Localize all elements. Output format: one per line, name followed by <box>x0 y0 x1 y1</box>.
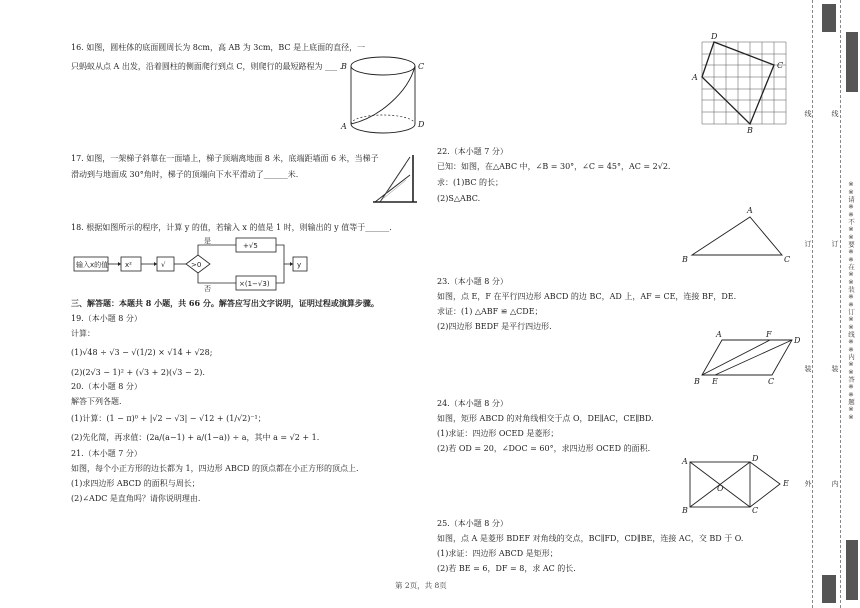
outer-seal-line <box>812 0 825 608</box>
q22-part2: (2)S△ABC. <box>437 194 481 203</box>
grid-lines <box>702 42 786 124</box>
rect-label-A: A <box>682 457 688 466</box>
q24-intro: 如图，矩形 ABCD 的对角线相交于点 O，DE∥AC，CE∥BD. <box>437 414 654 423</box>
flow-square-label: x² <box>125 261 132 269</box>
par-label-C: C <box>768 377 775 386</box>
q24-part2: (2)若 OD = 20，∠DOC = 60°，求四边形 OCED 的面积. <box>437 444 651 453</box>
flow-sqrt-box <box>157 257 174 271</box>
flow-condition-label: >0 <box>191 261 202 269</box>
q16-text-line2: 只蚂蚁从点 A 出发，沿着圆柱的侧面爬行到点 C，则爬行的最短路程为 ___ . <box>71 62 343 71</box>
grid-label-D: D <box>711 32 718 41</box>
q20-heading: 20.（本小题 8 分） <box>71 382 142 391</box>
binding-char-nei: 内 <box>831 480 839 487</box>
q19-part1: (1)√48 ÷ √3 − √(1/2) × √14 + √28; <box>71 348 213 357</box>
flow-times-label: ×(1−√3) <box>239 280 270 288</box>
rect-label-C: C <box>752 506 759 515</box>
q25-intro: 如图，点 A 是菱形 BDEF 对角线的交点，BC∥FD，CD∥BE，连接 AC，交 BD 于 O. <box>437 534 744 543</box>
q18-text: 18. 根据如图所示的程序，计算 y 的值，若输入 x 的值是 1 时，则输出的 y 值等于______. <box>71 223 392 232</box>
rect-label-B: B <box>682 506 688 515</box>
flow-plus-label: +√5 <box>243 242 258 250</box>
binding-char-zhuang-inner: 装 <box>831 365 839 372</box>
binding-char-zhuang-outer: 装 <box>804 365 812 372</box>
grid-quadrilateral-figure <box>690 30 800 135</box>
flow-sqrt-label: √ <box>161 261 166 269</box>
grid-label-A: A <box>692 73 698 82</box>
cyl-label-A: A <box>341 122 347 131</box>
section-3-heading: 三、解答题：本题共 8 小题，共 66 分。解答应写出文字说明，证明过程或演算步骤。 <box>71 298 379 308</box>
q25-part2: (2)若 BE = 6，DF = 8，求 AC 的长. <box>437 564 576 573</box>
top-gray-bar <box>822 4 836 32</box>
flow-output-label: y <box>297 261 302 269</box>
q24-heading: 24.（本小题 8 分） <box>437 399 508 408</box>
q23-part2: (2)四边形 BEDF 是平行四边形. <box>437 322 552 331</box>
q20-intro: 解答下列各题. <box>71 397 122 406</box>
grid-label-C: C <box>777 61 784 70</box>
q22-intro: 已知：如图，在△ABC 中，∠B = 30°，∠C = 45°，AC = 2√2. <box>437 162 671 171</box>
program-flowchart <box>71 235 331 293</box>
page-footer: 第 2页，共 8页 <box>395 581 447 590</box>
q17-text-line2: 滑动到与地面成 30°角时，梯子的顶端向下水平滑动了______米. <box>71 170 299 179</box>
flow-input-label: 输入x的值 <box>76 261 109 269</box>
flow-no-label: 否 <box>204 285 211 293</box>
par-label-E: E <box>712 377 718 386</box>
cyl-label-C: C <box>418 62 425 71</box>
q24-part1: (1)求证：四边形 OCED 是菱形； <box>437 429 559 438</box>
tri-label-B: B <box>682 255 688 264</box>
par-label-B: B <box>694 377 700 386</box>
grid-label-B: B <box>747 126 753 135</box>
parallelogram-figure <box>690 330 805 390</box>
tri-label-C: C <box>784 255 791 264</box>
par-label-A: A <box>716 330 722 339</box>
cyl-label-D: D <box>418 120 425 129</box>
q19-part2: (2)(2√3 − 1)² + (√3 + 2)(√3 − 2). <box>71 368 205 377</box>
triangle-figure <box>680 205 795 265</box>
binding-strip <box>802 0 860 608</box>
binding-char-xian-inner: 线 <box>831 110 839 117</box>
ladder-figure <box>370 150 425 210</box>
q22-heading: 22.（本小题 7 分） <box>437 147 508 156</box>
tri-label-A: A <box>747 206 753 215</box>
cyl-label-B: B <box>341 62 347 71</box>
rectangle-rhombus-figure <box>680 455 795 515</box>
q21-part2: (2)∠ADC 是直角吗？请你说明理由. <box>71 494 201 503</box>
q17-text-line1: 17. 如图，一架梯子斜靠在一面墙上，梯子顶端离地面 8 米，底端距墙面 6 米，当梯子 <box>71 154 379 163</box>
bottom-gray-bar <box>822 575 836 603</box>
q21-intro: 如图，每个小正方形的边长都为 1，四边形 ABCD 的顶点都在小正方形的顶点上. <box>71 464 359 473</box>
rect-label-E: E <box>783 479 789 488</box>
q22-part1: 求：(1)BC 的长； <box>437 178 504 187</box>
q21-part1: (1)求四边形 ABCD 的面积与周长； <box>71 479 200 488</box>
binding-char-ding-outer: 订 <box>804 240 812 247</box>
q19-heading: 19.（本小题 8 分） <box>71 314 142 323</box>
binding-char-xian-outer: 线 <box>804 110 812 117</box>
binding-warning-text: ※※请※※不※※要※※在※※装※※订※※线※※内※※答※※题※※ <box>847 180 855 421</box>
q25-part1: (1)求证：四边形 ABCD 是矩形； <box>437 549 558 558</box>
cylinder-figure <box>338 38 433 138</box>
q25-heading: 25.（本小题 8 分） <box>437 519 508 528</box>
rect-label-D: D <box>752 454 759 463</box>
flow-yes-label: 是 <box>204 237 211 245</box>
binding-char-wai: 外 <box>804 480 812 487</box>
par-label-F: F <box>766 330 772 339</box>
q23-heading: 23.（本小题 8 分） <box>437 277 508 286</box>
q16-text-line1: 16. 如图，圆柱体的底面圆周长为 8cm，高 AB 为 3cm，BC 是上底面的直径，一 <box>71 43 366 52</box>
q20-part2: (2)先化简，再求值：(2a/(a−1) + a/(1−a)) ÷ a，其中 a = √2 + 1. <box>71 433 320 442</box>
par-label-D: D <box>794 336 801 345</box>
q20-part1: (1)计算：(1 − π)⁰ + |√2 − √3| − √12 + (1/√2)⁻¹； <box>71 414 266 423</box>
q19-intro: 计算： <box>71 329 95 338</box>
rect-label-O: O <box>717 484 724 493</box>
q23-part1: 求证：(1) △ABF ≌ △CDE； <box>437 307 543 316</box>
binding-char-ding-inner: 订 <box>831 240 839 247</box>
q21-heading: 21.（本小题 7 分） <box>71 449 142 458</box>
q23-intro: 如图，点 E，F 在平行四边形 ABCD 的边 BC，AD 上，AF = CE，连接 BF，DE. <box>437 292 737 301</box>
